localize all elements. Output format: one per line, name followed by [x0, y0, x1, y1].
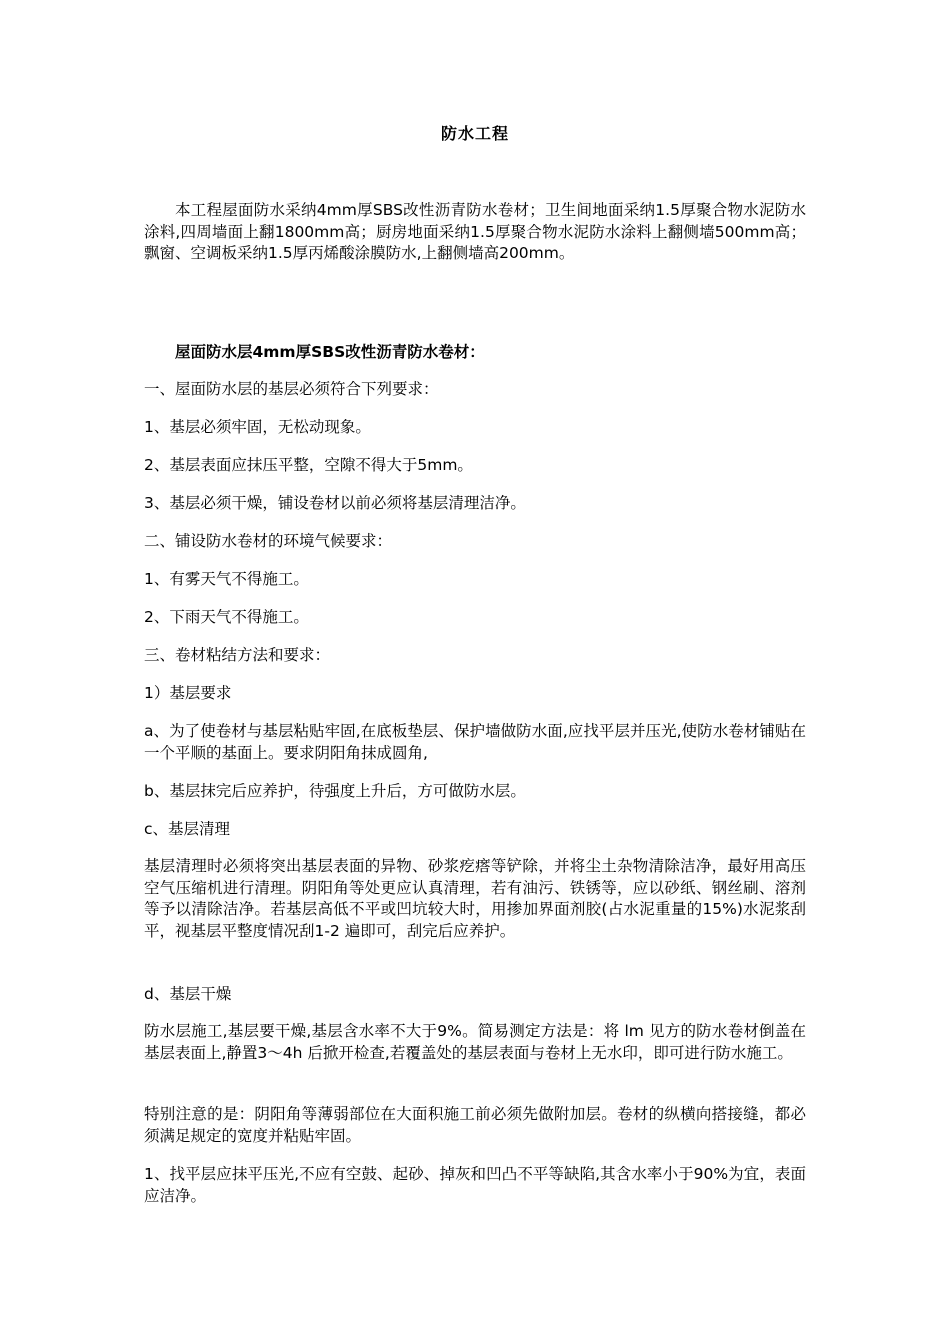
list-item: 2、下雨天气不得施工。 — [144, 608, 309, 626]
body-paragraph: 基层清理时必须将突出基层表面的异物、砂浆疙瘩等铲除，并将尘土杂物清除洁净，最好用高压空气压缩机进行清理。阴阳角等处更应认真清理，若有油污、铁锈等，应以砂纸、钢丝刷、溶剂等予以清除洁净。若基层高低不平或凹坑较大时，用掺加界面剂胶(占水泥重量的15%)水泥浆刮平，视基层平整度情况刮1-2 遍即可，刮完后应养护。 — [144, 857, 806, 940]
sub-heading: d、基层干燥 — [144, 985, 232, 1003]
list-item: 1、有雾天气不得施工。 — [144, 570, 309, 588]
body-paragraph: 防水层施工,基层要干燥,基层含水率不大于9%。简易测定方法是：将 lm 见方的防水卷材倒盖在基层表面上,静置3～4h 后掀开检查,若覆盖处的基层表面与卷材上无水印，即可进行防水施工。 — [144, 1022, 806, 1062]
requirement-heading-2: 二、铺设防水卷材的环境气候要求： — [144, 532, 393, 550]
sub-heading: c、基层清理 — [144, 820, 231, 838]
list-item: 2、基层表面应抹压平整，空隙不得大于5mm。 — [144, 456, 473, 474]
body-paragraph: b、基层抹完后应养护，待强度上升后，方可做防水层。 — [144, 782, 526, 800]
requirement-heading-1: 一、屋面防水层的基层必须符合下列要求： — [144, 380, 439, 398]
intro-paragraph: 本工程屋面防水采纳4mm厚SBS改性沥青防水卷材；卫生间地面采纳1.5厚聚合物水泥防水涂料,四周墙面上翻1800mm高；厨房地面采纳1.5厚聚合物水泥防水涂料上翻侧墙500mm高；飘窗、空调板采纳1.5厚丙烯酸涂膜防水,上翻侧墙高200mm。 — [144, 201, 806, 262]
body-paragraph: 特别注意的是：阴阳角等薄弱部位在大面积施工前必须先做附加层。卷材的纵横向搭接缝，都必须满足规定的宽度并粘贴牢固。 — [144, 1105, 806, 1145]
document-title: 防水工程 — [440, 124, 509, 143]
body-paragraph: a、为了使卷材与基层粘贴牢固,在底板垫层、保护墙做防水面,应找平层并压光,使防水卷材铺贴在一个平顺的基面上。要求阴阳角抹成圆角, — [144, 722, 806, 762]
section-heading: 屋面防水层4mm厚SBS改性沥青防水卷材： — [175, 343, 485, 361]
requirement-heading-3: 三、卷材粘结方法和要求： — [144, 646, 331, 664]
sub-heading: 1）基层要求 — [144, 684, 232, 702]
list-item: 3、基层必须干燥，铺设卷材以前必须将基层清理洁净。 — [144, 494, 526, 512]
body-paragraph: 1、找平层应抹平压光,不应有空鼓、起砂、掉灰和凹凸不平等缺陷,其含水率小于90%为宜，表面应洁净。 — [144, 1165, 806, 1205]
list-item: 1、基层必须牢固，无松动现象。 — [144, 418, 371, 436]
